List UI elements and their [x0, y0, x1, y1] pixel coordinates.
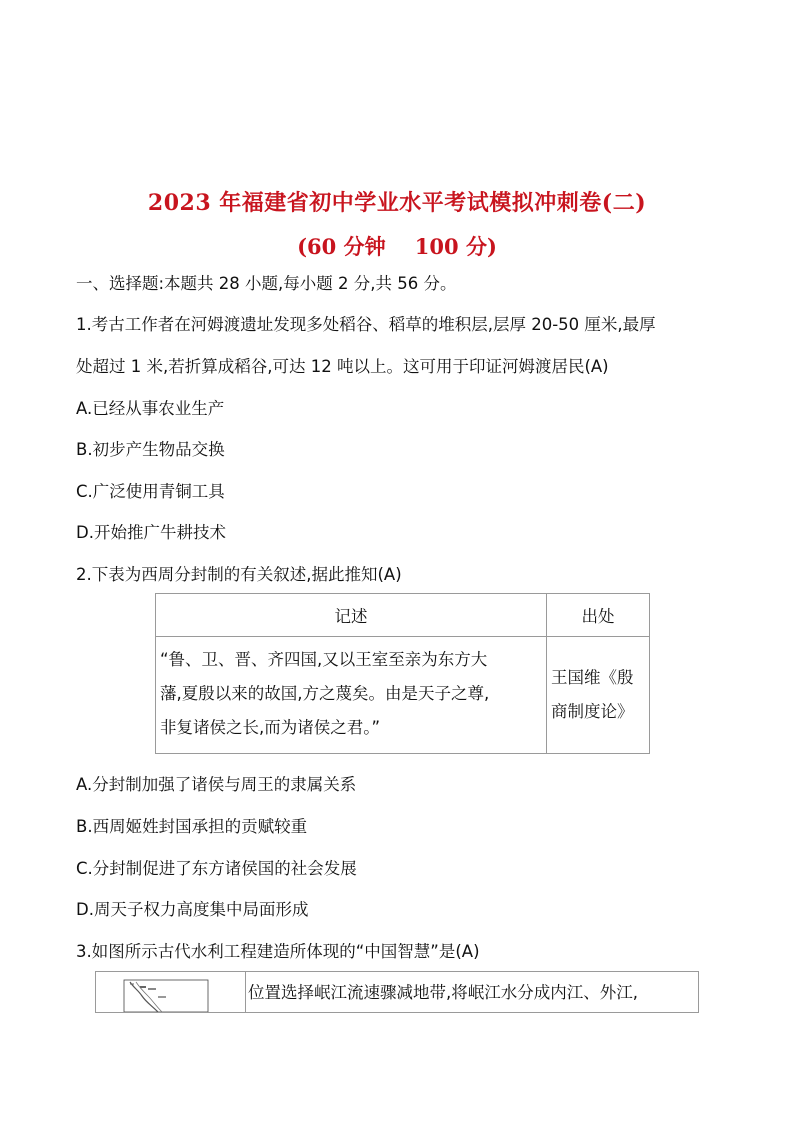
q2-table	[155, 593, 650, 754]
source-line: 王国维《殷	[551, 668, 634, 687]
dujiangyan-map-thumbnail	[96, 972, 246, 1012]
river-map-icon	[96, 972, 245, 1012]
table-cell-source	[547, 637, 650, 754]
q2-option-d: D.周天子权力高度集中局面形成	[76, 900, 309, 919]
q3-figure-description: 位置选择岷江流速骤减地带,将岷江水分成内江、外江,	[248, 983, 638, 1002]
q2-option-c: C.分封制促进了东方诸侯国的社会发展	[76, 859, 357, 878]
q2-option-a: A.分封制加强了诸侯与周王的隶属关系	[76, 775, 357, 794]
source-line: 商制度论》	[551, 702, 634, 721]
q1-option-a: A.已经从事农业生产	[76, 399, 225, 418]
quote-line: 非复诸侯之长,而为诸侯之君。”	[160, 718, 381, 737]
quote-line: “鲁、卫、晋、齐四国,又以王室至亲为东方大	[160, 650, 488, 669]
q2-option-b: B.西周姬姓封国承担的贡赋较重	[76, 817, 308, 836]
q1-option-d: D.开始推广牛耕技术	[76, 523, 226, 542]
section-heading: 一、选择题:本题共 28 小题,每小题 2 分,共 56 分。	[76, 274, 457, 293]
q3-stem: 3.如图所示古代水利工程建造所体现的“中国智慧”是(A)	[76, 942, 480, 961]
q1-stem-line2: 处超过 1 米,若折算成稻谷,可达 12 吨以上。这可用于印证河姆渡居民(A)	[76, 357, 609, 376]
table-header-source: 出处	[547, 594, 650, 637]
exam-subtitle: (60 分钟 100 分)	[297, 234, 497, 259]
q2-stem: 2.下表为西周分封制的有关叙述,据此推知(A)	[76, 565, 402, 584]
table-header-record: 记述	[156, 594, 547, 637]
q1-option-b: B.初步产生物品交换	[76, 440, 225, 459]
q3-figure-table	[95, 971, 699, 1013]
quote-line: 藩,夏殷以来的故国,方之蔑矣。由是天子之尊,	[160, 684, 490, 703]
exam-title: 2023 年福建省初中学业水平考试模拟冲刺卷(二)	[147, 190, 647, 216]
q1-stem-line1: 1.考古工作者在河姆渡遗址发现多处稻谷、稻草的堆积层,层厚 20-50 厘米,最厚	[76, 315, 656, 334]
q1-option-c: C.广泛使用青铜工具	[76, 482, 225, 501]
table-cell-quote	[156, 637, 547, 754]
